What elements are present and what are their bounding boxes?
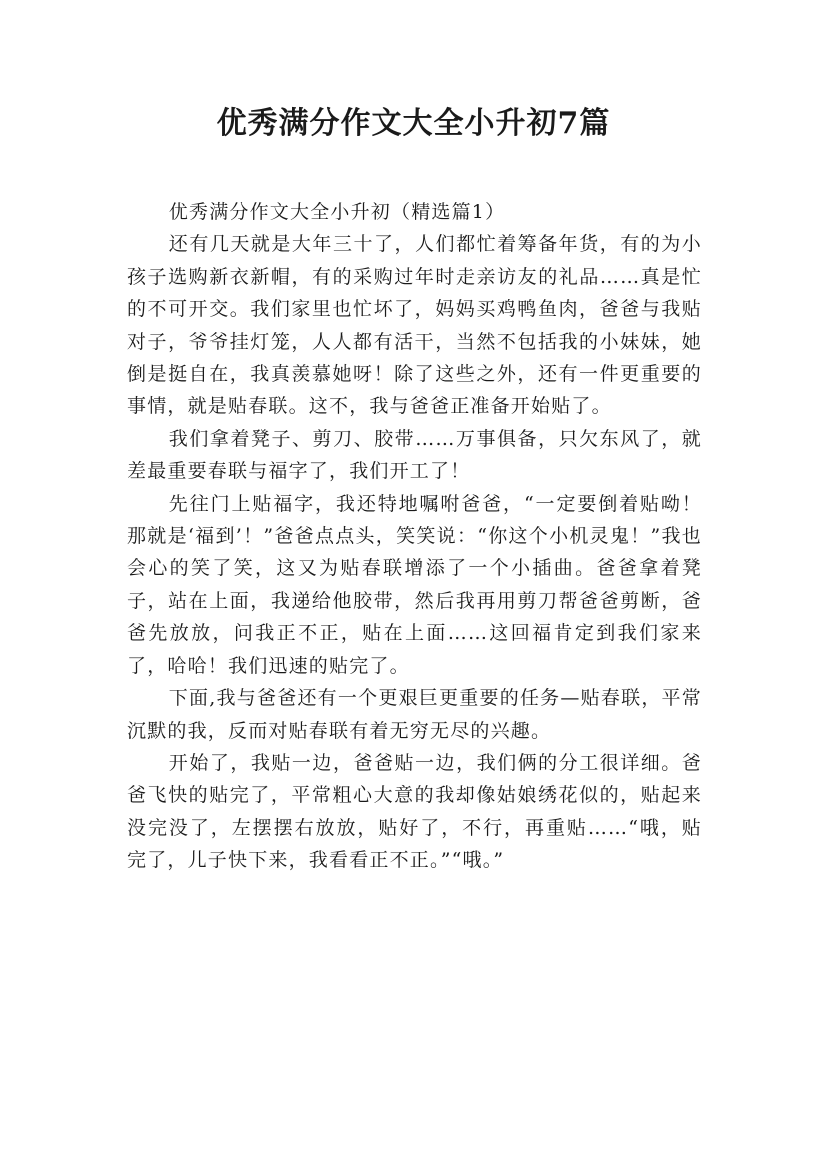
- paragraph-3: 先往门上贴福字，我还特地嘱咐爸爸，“一定要倒着贴呦！那就是‘福到’！”爸爸点点头，笑笑说：“你这个小机灵鬼！”我也会心的笑了笑，这又为贴春联增添了一个小插曲。爸爸拿着凳子，站在上面，我递给他胶带，然后我再用剪刀帮爸爸剪断，爸爸先放放，问我正不正，贴在上面……这回福肯定到我们家来了，哈哈！我们迅速的贴完了。: [127, 492, 702, 677]
- paragraph-2: 我们拿着凳子、剪刀、胶带……万事俱备，只欠东风了，就差最重要春联与福字了，我们开工了！: [127, 427, 702, 483]
- paragraph-4: 下面,我与爸爸还有一个更艰巨更重要的任务—贴春联，平常沉默的我，反而对贴春联有着无穷无尽的兴趣。: [127, 687, 702, 742]
- paragraph-5: 开始了，我贴一边，爸爸贴一边，我们俩的分工很详细。爸爸飞快的贴完了，平常粗心大意的我却像姑娘绣花似的，贴起来没完没了，左摆摆右放放，贴好了，不行，再重贴……“哦，贴完了，儿子快下来，我看看正不正。”“哦。”: [127, 751, 702, 872]
- section-subtitle: 优秀满分作文大全小升初（精选篇1）: [168, 201, 506, 223]
- paragraph-1: 还有几天就是大年三十了，人们都忙着筹备年货，有的为小孩子选购新衣新帽，有的采购过年时走亲访友的礼品……真是忙的不可开交。我们家里也忙坏了，妈妈买鸡鸭鱼肉，爸爸与我贴对子，爷爷挂灯笼，人人都有活干，当然不包括我的小妹妹，她倒是挺自在，我真羡慕她呀！除了这些之外，还有一件更重要的事情，就是贴春联。这不，我与爸爸正准备开始贴了。: [127, 233, 702, 418]
- document-body: [127, 196, 702, 877]
- document-title: 优秀满分作文大全小升初7篇: [216, 106, 611, 141]
